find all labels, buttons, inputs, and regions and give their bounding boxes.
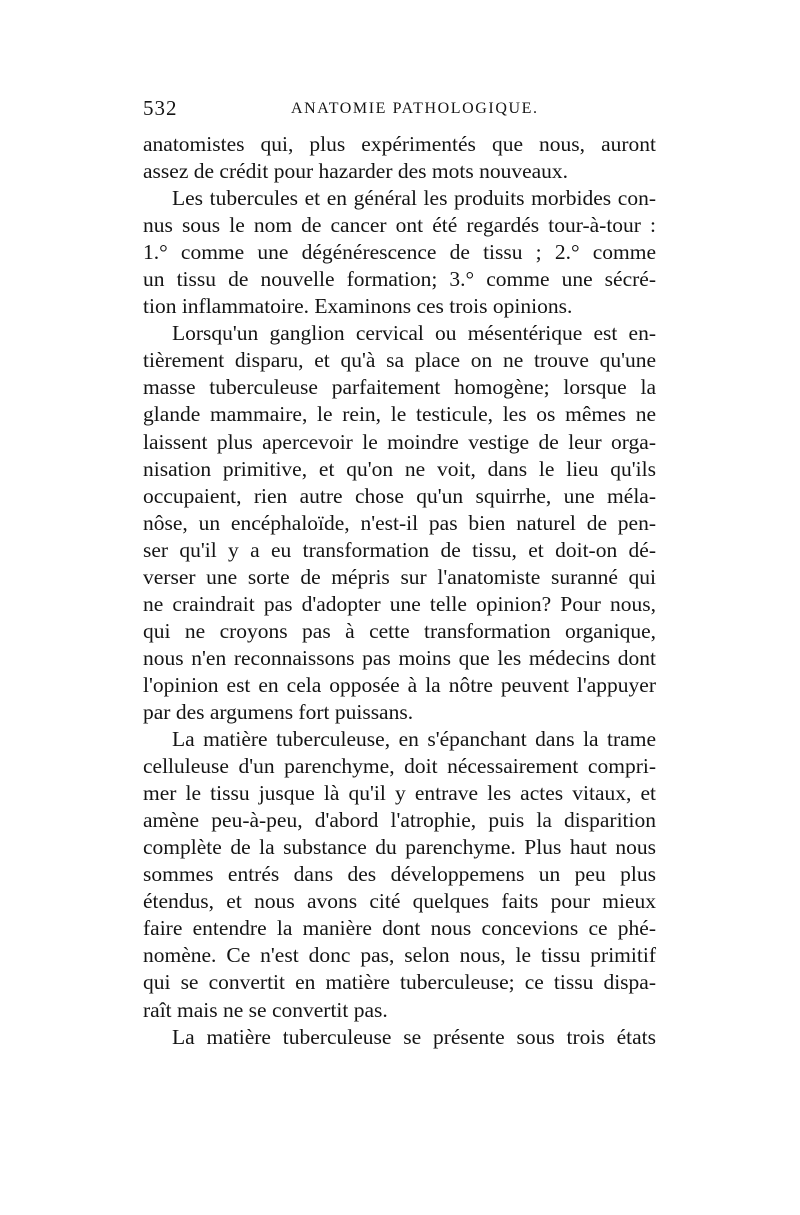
text-line: laissent plus apercevoir le moindre vestige de leur orga- xyxy=(143,429,656,454)
text-line: ser qu'il y a eu transformation de tissu, et doit-on dé- xyxy=(143,537,656,562)
text-line: 1.° comme une dégénérescence de tissu ; 2.° comme xyxy=(143,240,656,265)
page-number: 532 xyxy=(143,96,178,120)
text-line: faire entendre la manière dont nous concevions ce phé- xyxy=(143,916,656,941)
text-line: nus sous le nom de cancer ont été regardés tour-à-tour : xyxy=(143,213,656,238)
text-line: l'opinion est en cela opposée à la nôtre peuvent l'appuyer xyxy=(143,672,656,697)
text-line: assez de crédit pour hazarder des mots nouveaux. xyxy=(143,159,569,184)
paragraph-start-line: La matière tuberculeuse, en s'épanchant dans la trame xyxy=(172,727,656,752)
text-line: raît mais ne se convertit pas. xyxy=(143,997,388,1022)
text-line: tièrement disparu, et qu'à sa place on ne trouve qu'une xyxy=(143,348,656,373)
text-line: nomène. Ce n'est donc pas, selon nous, le tissu primitif xyxy=(143,943,656,968)
text-line: nisation primitive, et qu'on ne voit, dans le lieu qu'ils xyxy=(143,456,656,481)
paragraph-start-line: Lorsqu'un ganglion cervical ou mésentérique est en- xyxy=(172,321,656,346)
text-line: un tissu de nouvelle formation; 3.° comme une sécré- xyxy=(143,267,656,292)
text-line: glande mammaire, le rein, le testicule, les os mêmes ne xyxy=(143,402,656,427)
text-line: qui se convertit en matière tuberculeuse; ce tissu dispa- xyxy=(143,970,656,995)
text-line: par des argumens fort puissans. xyxy=(143,699,414,724)
text-line: masse tuberculeuse parfaitement homogène; lorsque la xyxy=(143,375,656,400)
text-line: occupaient, rien autre chose qu'un squirrhe, une méla- xyxy=(143,483,656,508)
running-title: ANATOMIE PATHOLOGIQUE. xyxy=(291,100,539,117)
text-line: amène peu-à-peu, d'abord l'atrophie, puis la disparition xyxy=(143,808,656,833)
text-line: celluleuse d'un parenchyme, doit nécessairement compri- xyxy=(143,754,656,779)
text-line: tion inflammatoire. Examinons ces trois opinions. xyxy=(143,294,573,319)
text-line: nôse, un encéphaloïde, n'est-il pas bien naturel de pen- xyxy=(143,510,656,535)
text-line: complète de la substance du parenchyme. Plus haut nous xyxy=(143,835,656,860)
paragraph-start-line: Les tubercules et en général les produits morbides con- xyxy=(172,186,656,211)
text-line: mer le tissu jusque là qu'il y entrave les actes vitaux, et xyxy=(143,781,656,806)
text-line: qui ne croyons pas à cette transformation organique, xyxy=(143,618,656,643)
page-header xyxy=(143,96,663,128)
text-line: sommes entrés dans des développemens un peu plus xyxy=(143,862,656,887)
text-line: anatomistes qui, plus expérimentés que nous, auront xyxy=(143,132,656,156)
paragraph-start-line: La matière tuberculeuse se présente sous trois états xyxy=(172,1024,656,1049)
text-line: étendus, et nous avons cité quelques faits pour mieux xyxy=(143,889,656,914)
text-line: nous n'en reconnaissons pas moins que les médecins dont xyxy=(143,645,656,670)
text-line: verser une sorte de mépris sur l'anatomiste suranné qui xyxy=(143,564,656,589)
text-line: ne craindrait pas d'adopter une telle opinion? Pour nous, xyxy=(143,591,656,616)
body-text xyxy=(143,131,656,1051)
